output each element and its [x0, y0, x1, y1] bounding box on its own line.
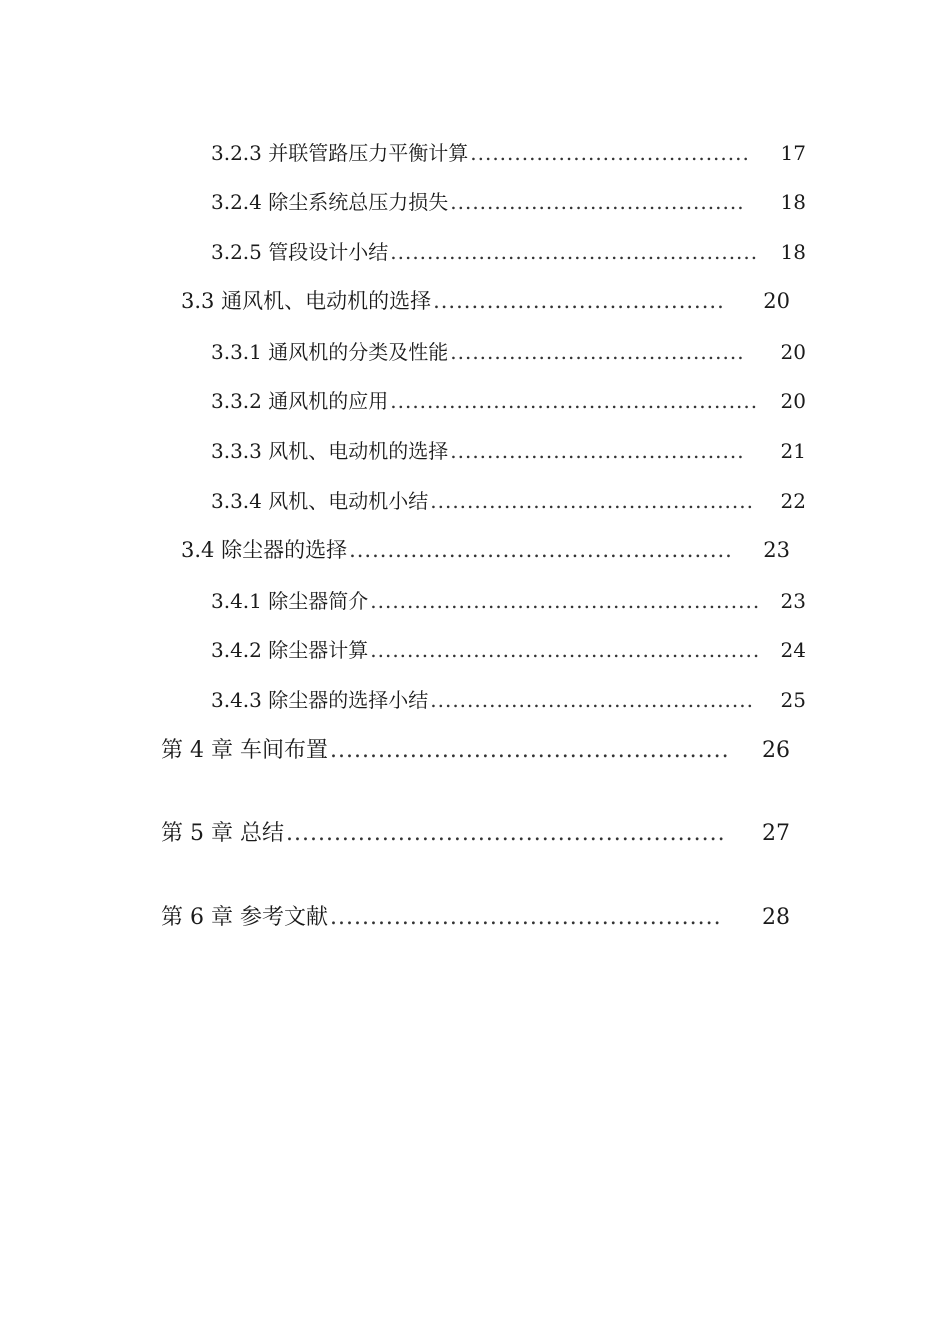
toc-entry-3-4-1[interactable]: [211, 585, 806, 614]
toc-entry-title: 3.3.1 通风机的分类及性能: [211, 340, 449, 364]
toc-leader-dots: ..................................................: [390, 240, 759, 264]
toc-entry-3-4-2[interactable]: [211, 634, 806, 663]
toc-page-number: 21: [780, 439, 806, 463]
toc-page-number: 27: [762, 821, 790, 846]
toc-entry-title: 3.4.2 除尘器计算: [211, 638, 369, 662]
toc-leader-dots: ......................................: [433, 289, 725, 313]
toc-entry-title: 第 5 章 总结: [161, 821, 284, 846]
toc-leader-dots: ........................................: [450, 190, 745, 214]
toc-leader-dots: ........................................: [450, 439, 745, 463]
toc-entry-chapter-4[interactable]: [161, 733, 790, 764]
toc-page-number: 22: [780, 489, 806, 513]
toc-entry-title: 3.2.4 除尘系统总压力损失: [211, 190, 449, 214]
toc-entry-3-2-5[interactable]: [211, 236, 806, 265]
toc-leader-dots: ..................................................: [390, 389, 759, 413]
toc-page-number: 17: [780, 141, 806, 165]
toc-entry-3-3-1[interactable]: [211, 336, 806, 365]
toc-entry-title: 3.3.4 风机、电动机小结: [211, 489, 429, 513]
toc-leader-dots: .....................................................: [370, 589, 761, 613]
toc-entry-title: 3.3.2 通风机的应用: [211, 389, 389, 413]
toc-page-number: 24: [780, 638, 806, 662]
toc-entry-3-3-4[interactable]: [211, 485, 806, 514]
toc-entry-title: 第 6 章 参考文献: [161, 905, 328, 930]
toc-leader-dots: ............................................: [430, 489, 754, 513]
toc-page-number: 20: [780, 340, 806, 364]
toc-entry-title: 3.4.1 除尘器简介: [211, 589, 369, 613]
toc-leader-dots: ..................................................: [329, 738, 730, 763]
toc-entry-title: 3.4 除尘器的选择: [181, 538, 348, 562]
toc-page-number: 20: [763, 289, 790, 313]
toc-entry-3-3-3[interactable]: [211, 435, 806, 464]
toc-page-number: 25: [780, 688, 806, 712]
toc-page-number: 26: [762, 738, 790, 763]
toc-leader-dots: .....................................................: [370, 638, 761, 662]
toc-entry-3-4-3[interactable]: [211, 684, 806, 713]
toc-page-number: 23: [780, 589, 806, 613]
toc-entry-chapter-6[interactable]: [161, 900, 790, 931]
toc-entry-title: 3.3.3 风机、电动机的选择: [211, 439, 449, 463]
toc-page-number: 20: [780, 389, 806, 413]
toc-entry-title: 3.4.3 除尘器的选择小结: [211, 688, 429, 712]
toc-entry-3-3-2[interactable]: [211, 385, 806, 414]
toc-entry-3-2-3[interactable]: [211, 137, 806, 166]
toc-page-number: 28: [762, 905, 790, 930]
toc-leader-dots: .................................................: [329, 905, 722, 930]
toc-entry-3-2-4[interactable]: [211, 186, 806, 215]
toc-leader-dots: ......................................: [470, 141, 750, 165]
toc-entry-title: 3.3 通风机、电动机的选择: [181, 289, 432, 313]
toc-leader-dots: ..................................................: [349, 538, 733, 562]
toc-entry-3-4[interactable]: [181, 534, 790, 564]
toc-entry-title: 3.2.3 并联管路压力平衡计算: [211, 141, 469, 165]
toc-entry-title: 第 4 章 车间布置: [161, 738, 328, 763]
toc-entry-chapter-5[interactable]: [161, 816, 790, 847]
toc-entry-3-3[interactable]: [181, 285, 790, 315]
toc-leader-dots: .......................................................: [285, 821, 726, 846]
toc-entry-title: 3.2.5 管段设计小结: [211, 240, 389, 264]
toc-leader-dots: ........................................: [450, 340, 745, 364]
toc-page-number: 23: [763, 538, 790, 562]
toc-page-number: 18: [780, 190, 806, 214]
toc-leader-dots: ............................................: [430, 688, 754, 712]
toc-page-number: 18: [780, 240, 806, 264]
